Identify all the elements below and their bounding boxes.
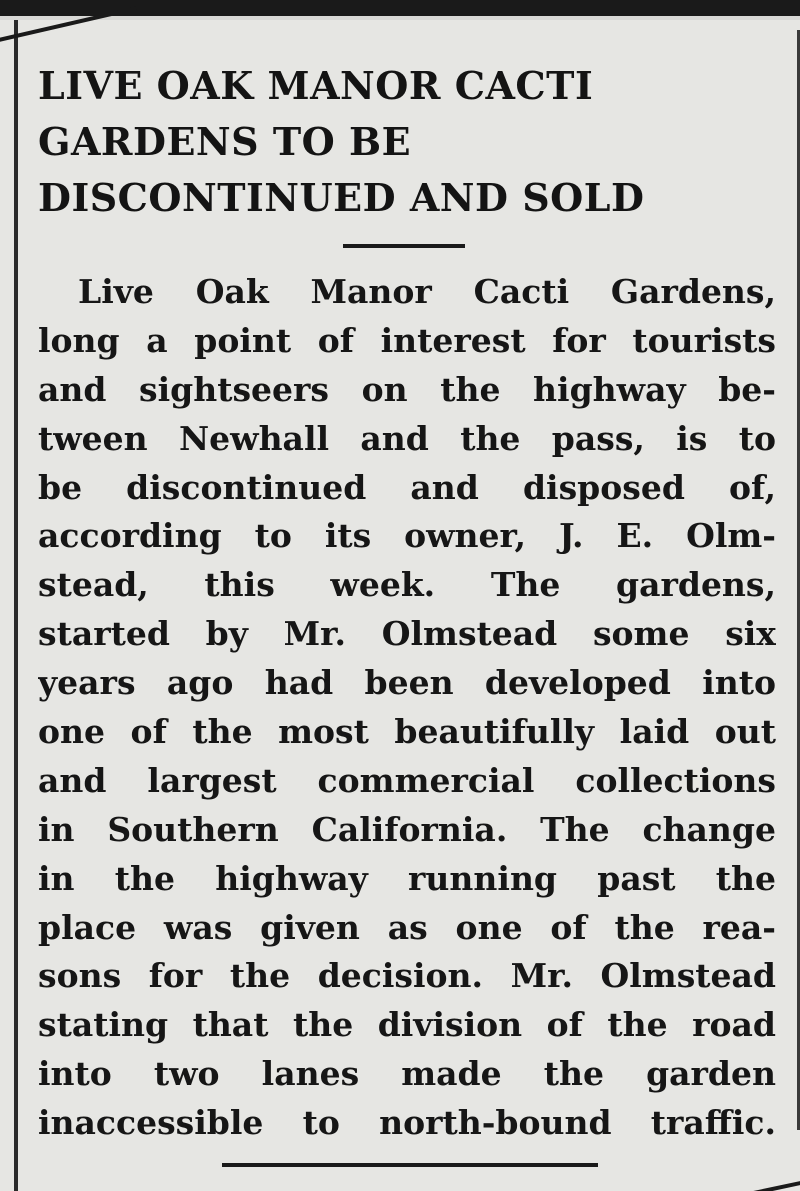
article-line: tween Newhall and the pass, is to <box>38 418 776 458</box>
left-column-rule <box>14 20 18 1191</box>
article-line: started by Mr. Olmstead some six <box>38 614 776 654</box>
article-line: in Southern California. The change <box>38 809 776 849</box>
top-border-gap <box>0 16 800 20</box>
headline-line: LIVE OAK MANOR CACTI <box>38 63 594 108</box>
headline-line: DISCONTINUED AND SOLD <box>38 175 645 220</box>
article-line: years ago had been developed into <box>38 663 776 703</box>
article-line: be discontinued and disposed of, <box>38 467 776 507</box>
article-line: stating that the division of the road <box>38 1005 776 1045</box>
article-line: and largest commercial collections <box>38 760 776 800</box>
article-line: into two lanes made the garden <box>38 1054 776 1094</box>
bottom-separator-rule <box>222 1163 598 1167</box>
article-line: place was given as one of the rea- <box>38 907 776 947</box>
article-line: in the highway running past the <box>38 858 776 898</box>
article-line: and sightseers on the highway be- <box>38 369 776 409</box>
article-line: stead, this week. The gardens, <box>38 565 776 605</box>
article-line: long a point of interest for tourists <box>38 320 776 360</box>
article-line: one of the most beautifully laid out <box>38 712 776 752</box>
article-line: sons for the decision. Mr. Olmstead <box>38 956 776 996</box>
headline-line: GARDENS TO BE <box>38 119 412 164</box>
headline <box>38 58 778 226</box>
article-body <box>38 268 776 1148</box>
article-line: Live Oak Manor Cacti Gardens, <box>78 272 776 311</box>
clipping-edge-line-bottom <box>653 1179 800 1191</box>
headline-separator-rule <box>343 244 465 248</box>
article-line: according to its owner, J. E. Olm- <box>38 516 776 556</box>
article-line: inaccessible to north-bound traffic. <box>38 1103 776 1143</box>
